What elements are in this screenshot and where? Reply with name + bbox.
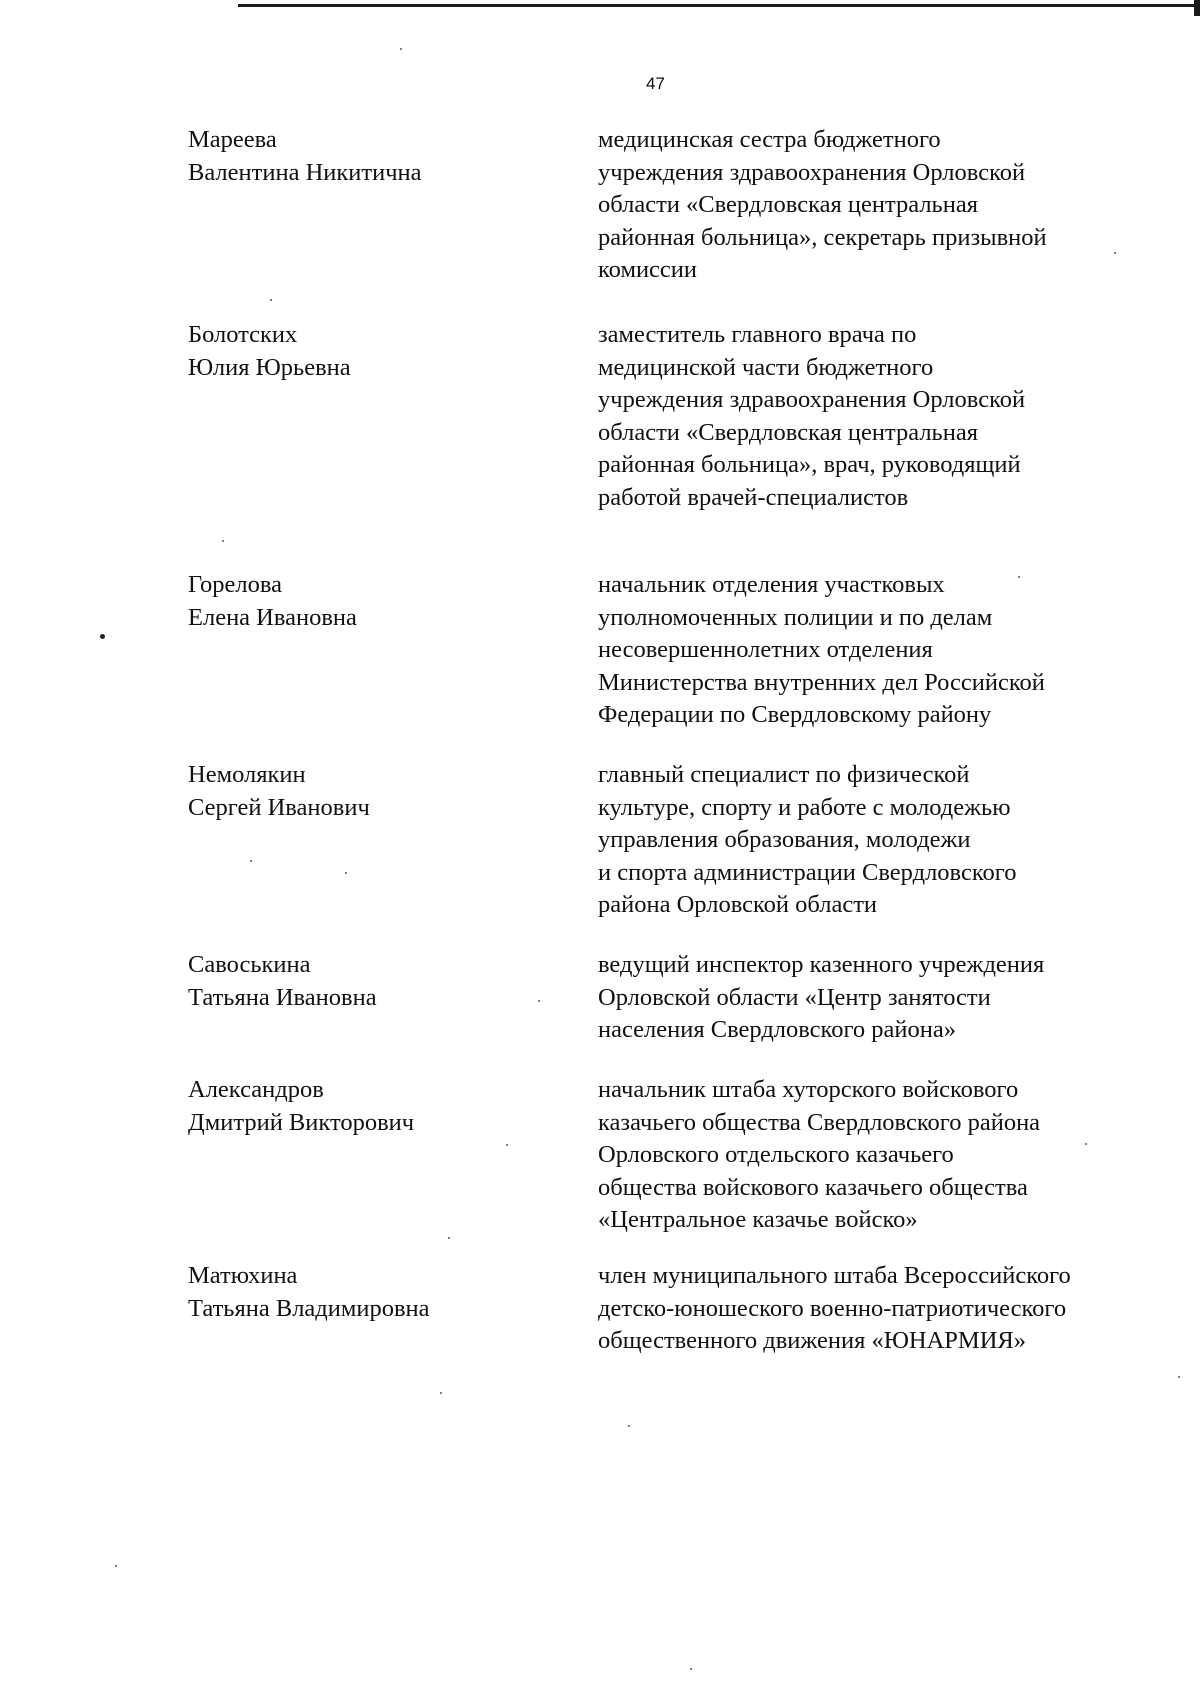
- position-line: член муниципального штаба Всероссийского: [598, 1262, 1071, 1289]
- scan-speck: [1085, 1143, 1087, 1145]
- position-line: общества войскового казачьего общества: [598, 1173, 1028, 1201]
- scan-speck: [506, 1144, 508, 1146]
- position-line: области «Свердловская центральная: [598, 191, 978, 218]
- position-line: культуре, спорту и работе с молодежью: [598, 793, 1011, 821]
- member-given-names: Татьяна Ивановна: [188, 983, 377, 1011]
- position-line: медицинская сестра бюджетного: [598, 126, 941, 153]
- position-line: общественного движения «ЮНАРМИЯ»: [598, 1327, 1026, 1354]
- position-line: Федерации по Свердловскому району: [598, 701, 992, 728]
- scan-speck: [100, 634, 105, 639]
- scan-speck: [250, 860, 252, 862]
- scan-speck: [400, 48, 402, 50]
- member-name: [188, 124, 528, 189]
- member-position: [598, 1074, 1198, 1237]
- member-position: [598, 949, 1198, 1047]
- scan-speck: [115, 1565, 117, 1567]
- position-line: главный специалист по физической: [598, 761, 970, 788]
- member-name: [188, 569, 528, 634]
- member-surname: Александров: [188, 1076, 324, 1103]
- position-line: заместитель главного врача по: [598, 321, 917, 348]
- member-surname: Болотских: [188, 321, 298, 348]
- member-surname: Мареева: [188, 126, 277, 153]
- position-line: медицинской части бюджетного: [598, 353, 934, 381]
- position-line: Министерства внутренних дел Российской: [598, 668, 1045, 696]
- member-position: [598, 569, 1198, 732]
- scan-speck: [440, 1392, 442, 1394]
- top-right-corner-mark: [1194, 0, 1200, 16]
- position-line: районная больница», врач, руководящий: [598, 451, 1021, 478]
- scan-speck: [1178, 1376, 1180, 1378]
- position-line: работой врачей-специалистов: [598, 483, 909, 511]
- position-line: района Орловской области: [598, 891, 878, 918]
- member-position: [598, 319, 1198, 514]
- position-line: начальник штаба хуторского войскового: [598, 1076, 1019, 1103]
- position-line: Орловского отдельского казачьего: [598, 1141, 954, 1168]
- top-border-rule: [238, 4, 1200, 7]
- member-position: [598, 1260, 1198, 1358]
- position-line: области «Свердловская центральная: [598, 418, 978, 446]
- position-line: казачьего общества Свердловского района: [598, 1108, 1041, 1136]
- scan-speck: [345, 872, 347, 874]
- member-name: [188, 319, 528, 384]
- position-line: районная больница», секретарь призывной: [598, 223, 1047, 251]
- member-given-names: Татьяна Владимировна: [188, 1294, 430, 1322]
- position-line: начальник отделения участковых: [598, 571, 945, 598]
- position-line: населения Свердловского района»: [598, 1016, 957, 1043]
- scan-speck: [448, 1237, 450, 1239]
- scan-speck: [270, 299, 272, 301]
- position-line: и спорта администрации Свердловского: [598, 858, 1017, 886]
- member-given-names: Дмитрий Викторович: [188, 1108, 415, 1136]
- position-line: «Центральное казачье войско»: [598, 1206, 918, 1233]
- member-name: [188, 949, 528, 1014]
- member-surname: Савоськина: [188, 951, 311, 978]
- position-line: ведущий инспектор казенного учреждения: [598, 951, 1045, 978]
- position-line: Орловской области «Центр занятости: [598, 983, 991, 1011]
- position-line: несовершеннолетних отделения: [598, 636, 933, 663]
- member-name: [188, 1074, 528, 1139]
- member-position: [598, 759, 1198, 922]
- member-given-names: Юлия Юрьевна: [188, 353, 351, 381]
- position-line: управления образования, молодежи: [598, 826, 971, 853]
- member-name: [188, 759, 528, 824]
- position-line: комиссии: [598, 256, 698, 283]
- scan-speck: [628, 1425, 630, 1427]
- position-line: детско-юношеского военно-патриотического: [598, 1294, 1067, 1322]
- scan-speck: [1114, 252, 1116, 254]
- scan-speck: [538, 1000, 540, 1002]
- member-surname: Немолякин: [188, 761, 306, 788]
- member-name: [188, 1260, 528, 1325]
- position-line: учреждения здравоохранения Орловской: [598, 158, 1026, 186]
- scan-speck: [1018, 576, 1020, 578]
- member-surname: Матюхина: [188, 1262, 298, 1289]
- scan-speck: [690, 1668, 692, 1670]
- member-position: [598, 124, 1198, 287]
- position-line: уполномоченных полиции и по делам: [598, 603, 993, 631]
- position-line: учреждения здравоохранения Орловской: [598, 386, 1026, 413]
- scan-speck: [222, 540, 224, 542]
- member-given-names: Елена Ивановна: [188, 603, 357, 631]
- member-given-names: Валентина Никитична: [188, 158, 422, 186]
- member-surname: Горелова: [188, 571, 282, 598]
- member-given-names: Сергей Иванович: [188, 793, 370, 821]
- page-number: 47: [646, 74, 665, 93]
